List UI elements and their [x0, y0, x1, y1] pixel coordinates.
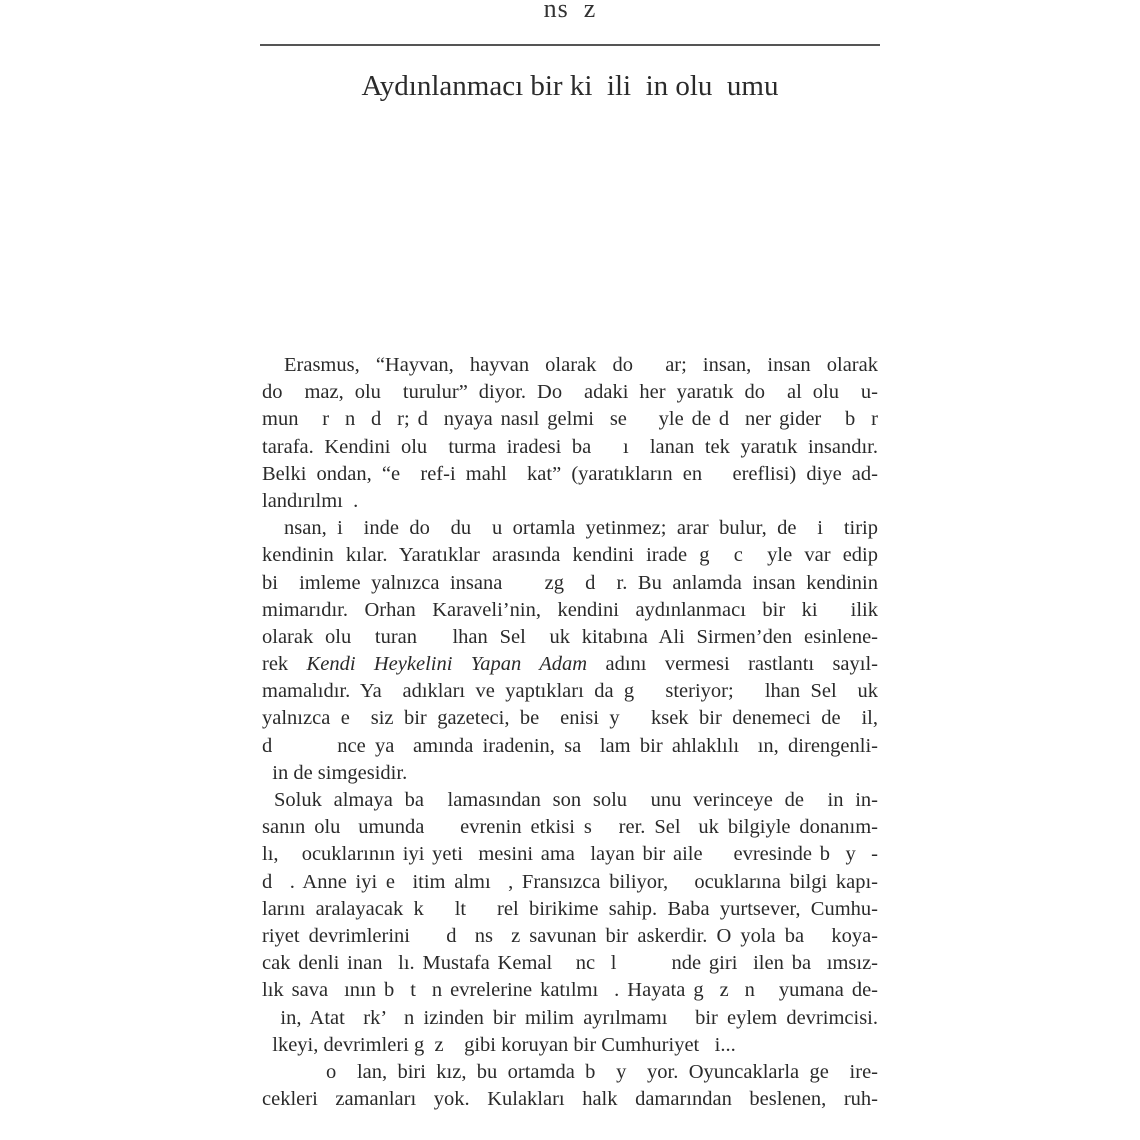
text-line: olarak olu turan lhan Sel uk kitabına Ali Sirmen’den esinlene- [262, 625, 878, 648]
text-line: tarafa. Kendini olu turma iradesi ba ı lanan tek yaratık insandır. [262, 435, 878, 458]
text-line: mun r n d r; d nyaya nasıl gelmi se yle de d ner gider b r [262, 408, 878, 431]
text-line: lı, ocuklarının iyi yeti mesini ama layan bir aile evresinde b y - [262, 843, 878, 866]
text-line: in de simgesidir. [262, 761, 408, 784]
text-line: in, Atat rk’ n izinden bir milim ayrılmamı bir eylem devrimcisi. [262, 1006, 878, 1029]
text-line: landırılmı . [262, 489, 359, 512]
text-line: yalnızca e siz bir gazeteci, be enisi y ksek bir denemeci de il, [262, 707, 878, 730]
text-line: kendinin kılar. Yaratıklar arasında kendini irade g c yle var edip [262, 544, 878, 567]
text-line: d nce ya amında iradenin, sa lam bir ahlaklılı ın, direngenli- [262, 734, 878, 757]
text-line [262, 651, 878, 678]
text-line: d . Anne iyi e itim almı , Fransızca biliyor, ocuklarına bilgi kapı- [262, 870, 878, 893]
text-line: lkeyi, devrimleri g z gibi koruyan bir Cumhuriyet i... [262, 1033, 736, 1056]
text-line: do maz, olu turulur” diyor. Do adaki her yaratık do al olu u- [262, 381, 878, 404]
text-line: larını aralayacak k lt rel birikime sahip. Baba yurtsever, Cumhu- [262, 897, 878, 920]
text-line: Belki ondan, “e ref-i mahl kat” (yaratıkların en ereflisi) diye ad- [262, 462, 878, 485]
text-line: cak denli inan lı. Mustafa Kemal nc l nde giri ilen ba ımsız- [262, 952, 878, 975]
text-line: sanın olu umunda evrenin etkisi s rer. Sel uk bilgiyle donanım- [262, 816, 878, 839]
body-text [262, 352, 878, 1113]
book-title-italic: Kendi Heykelini Yapan Adam [306, 653, 588, 676]
text-line: bi imleme yalnızca insana zg d r. Bu anlamda insan kendinin [262, 571, 878, 594]
text-line: lık sava ının b t n evrelerine katılmı . Hayata g z n yumana de- [262, 979, 878, 1002]
chapter-title: Aydınlanmacı bir ki ili in olu umu [361, 70, 779, 102]
text-line: mimarıdır. Orhan Karaveli’nin, kendini aydınlanmacı bir ki ilik [262, 598, 878, 621]
text-line: mamalıdır. Ya adıkları ve yaptıkları da g steriyor; lhan Sel uk [262, 680, 878, 703]
text-line: Soluk almaya ba lamasından son solu unu verinceye de in in- [274, 789, 878, 811]
header-rule [260, 44, 880, 46]
text-line: nsan, i inde do du u ortamla yetinmez; arar bulur, de i tirip [284, 517, 878, 540]
text-line: riyet devrimlerini d ns z savunan bir askerdir. O yola ba koya- [262, 924, 878, 947]
text-line: Erasmus, “Hayvan, hayvan olarak do ar; insan, insan olarak [284, 354, 878, 376]
text-line: o lan, biri kız, bu ortamda b y yor. Oyuncaklarla ge ire- [326, 1060, 878, 1083]
text-segment: rek [262, 653, 307, 676]
text-segment: adını vermesi rastlantı sayıl- [587, 653, 878, 676]
running-head: ns z [543, 0, 597, 23]
text-line: cekleri zamanları yok. Kulakları halk damarından beslenen, ruh- [262, 1088, 878, 1111]
